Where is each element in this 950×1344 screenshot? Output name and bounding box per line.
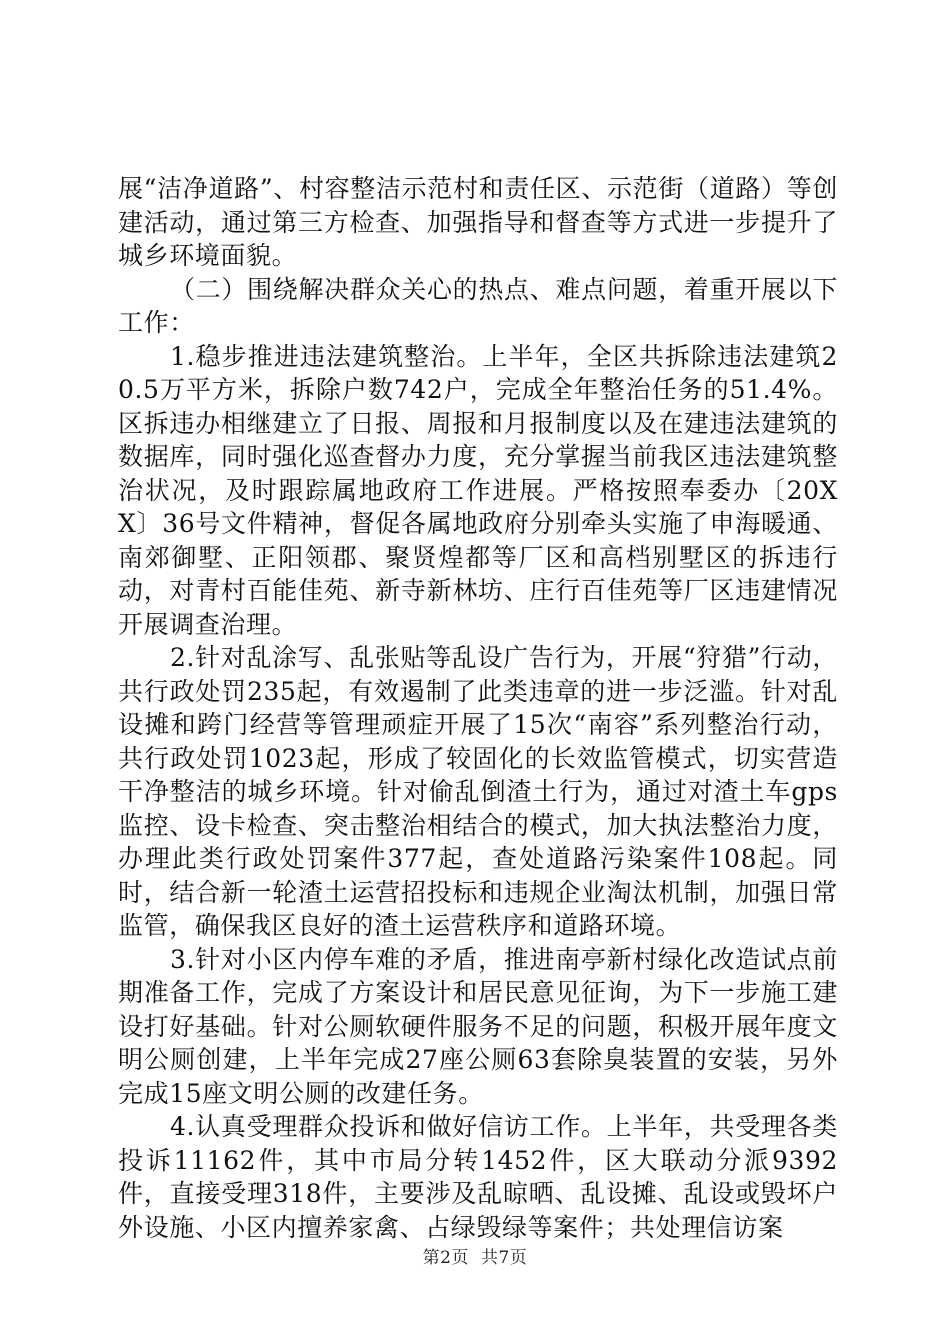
- paragraph-continuation: 展“洁净道路”、村容整洁示范村和责任区、示范街（道路）等创建活动，通过第三方检查、加强指导和督查等方式进一步提升了城乡环境面貌。: [118, 174, 838, 270]
- page-footer: [0, 1243, 950, 1268]
- paragraph-item-3: 3.针对小区内停车难的矛盾，推进南亭新村绿化改造试点前期准备工作，完成了方案设计和居民意见征询，为下一步施工建设打好基础。针对公厕软硬件服务不足的问题，积极开展年度文明公厕创建，上半年完成27座公厕63套除臭装置的安装，另外完成15座文明公厕的改建任务。: [118, 944, 838, 1108]
- page-number: 第2页: [422, 1248, 469, 1268]
- page-total: 共7页: [481, 1248, 528, 1268]
- document-body: [118, 172, 838, 1244]
- paragraph-section-heading: （二）围绕解决群众关心的热点、难点问题，着重开展以下工作：: [118, 274, 838, 337]
- paragraph-item-1: 1.稳步推进违法建筑整治。上半年，全区共拆除违法建筑20.5万平方米，拆除户数742户，完成全年整治任务的51.4%。区拆违办相继建立了日报、周报和月报制度以及在建违法建筑的数据库，同时强化巡查督办力度，充分掌握当前我区违法建筑整治状况，及时跟踪属地政府工作进展。严格按照奉委办〔20XX〕36号文件精神，督促各属地政府分别牵头实施了申海暖通、南郊御墅、正阳领郡、聚贤煌都等厂区和高档别墅区的拆违行动，对青村百能佳苑、新寺新林坊、庄行百佳苑等厂区违建情况开展调查治理。: [118, 341, 838, 639]
- paragraph-item-4: 4.认真受理群众投诉和做好信访工作。上半年，共受理各类投诉11162件，其中市局分转1452件，区大联动分派9392件，直接受理318件，主要涉及乱晾晒、乱设摊、乱设或毁坏户外设施、小区内擅养家禽、占绿毁绿等案件；共处理信访案: [118, 1112, 838, 1242]
- paragraph-item-2: 2.针对乱涂写、乱张贴等乱设广告行为，开展“狩猎”行动，共行政处罚235起，有效遏制了此类违章的进一步泛滥。针对乱设摊和跨门经营等管理顽症开展了15次“南容”系列整治行动，共行政处罚1023起，形成了较固化的长效监管模式，切实营造干净整洁的城乡环境。针对偷乱倒渣土行为，通过对渣土车gps监控、设卡检查、突击整治相结合的模式，加大执法整治力度，办理此类行政处罚案件377起，查处道路污染案件108起。同时，结合新一轮渣土运营招投标和违规企业淘汰机制，加强日常监管，确保我区良好的渣土运营秩序和道路环境。: [118, 643, 838, 940]
